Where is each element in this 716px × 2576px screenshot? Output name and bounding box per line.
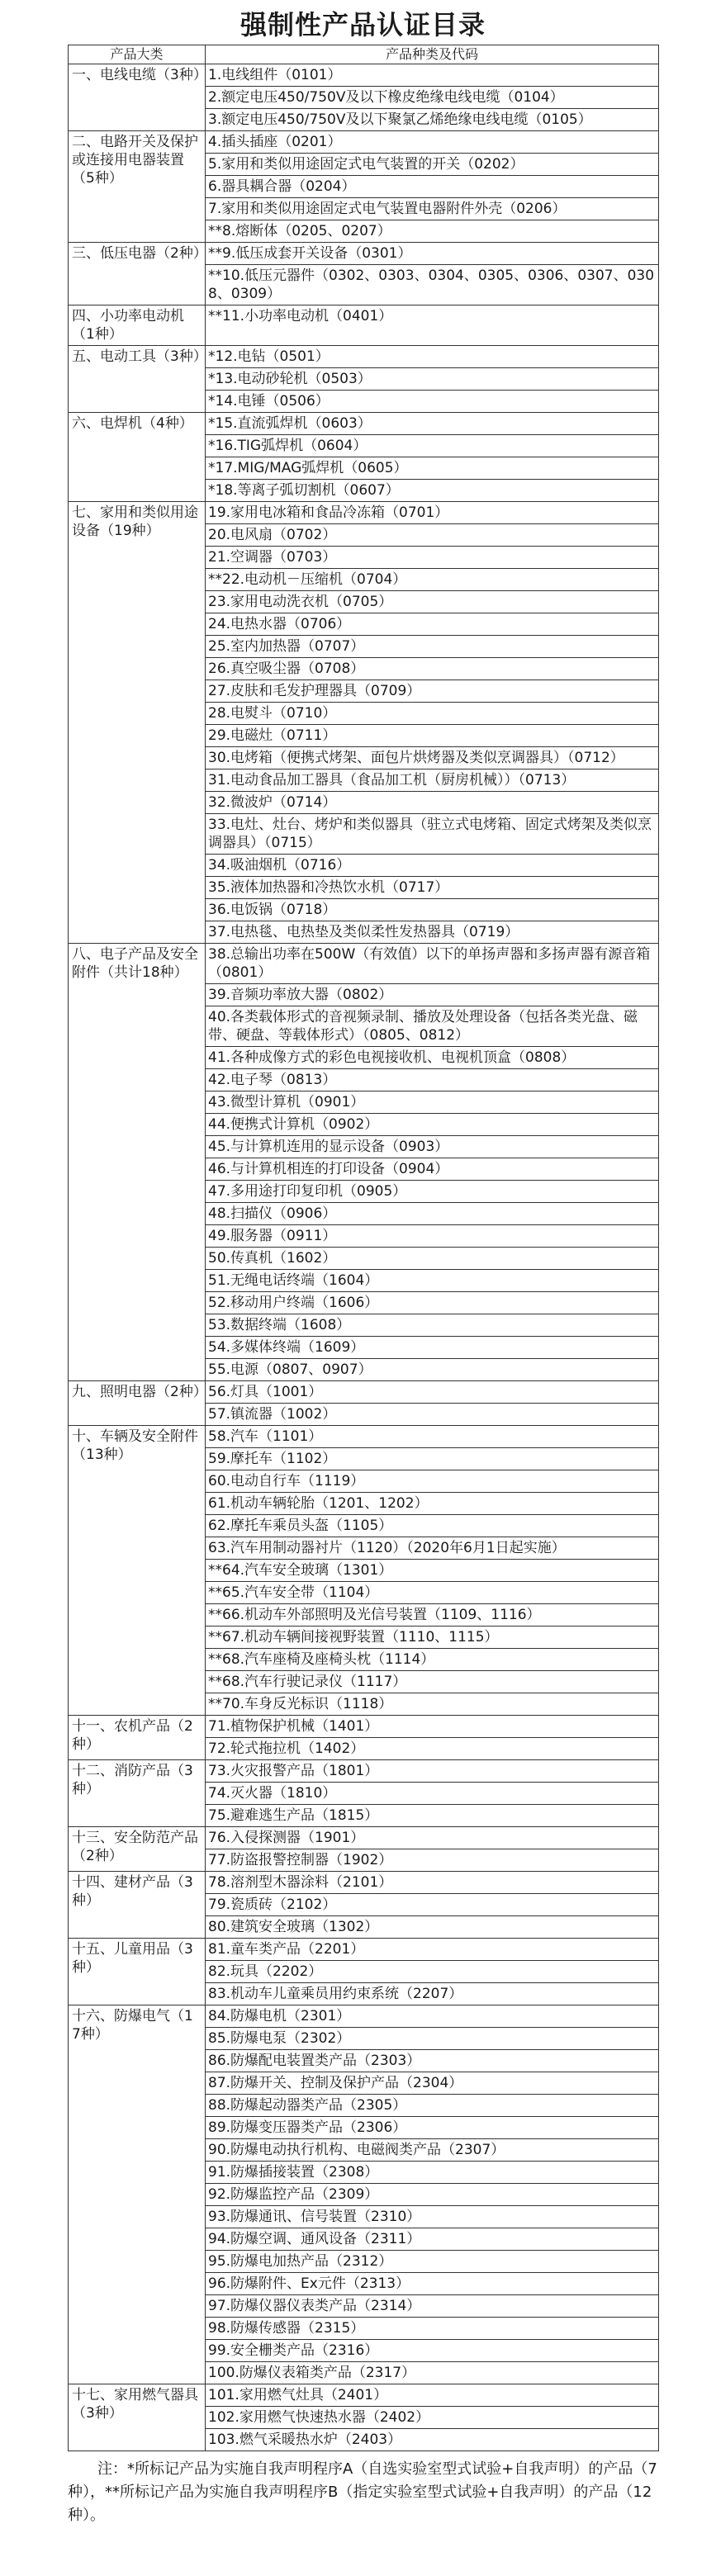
product-item-cell: 101.家用燃气灶具（2401） [206,2384,659,2407]
table-row [69,2384,659,2407]
product-item-cell: 4.插头插座（0201） [206,131,659,154]
product-item-cell: 28.电熨斗（0710） [206,703,659,725]
product-item-cell: *18.等离子弧切割机（0607） [206,480,659,502]
product-item-cell: 30.电烤箱（便携式烤架、面包片烘烤器及类似烹调器具）（0712） [206,747,659,769]
product-item-cell: 25.室内加热器（0707） [206,636,659,658]
product-item-cell: *15.直流弧焊机（0603） [206,413,659,435]
product-item-cell: 7.家用和类似用途固定式电气装置电器附件外壳（0206） [206,198,659,220]
category-cell: 五、电动工具（3种） [69,346,206,413]
product-item-cell: 57.镇流器（1002） [206,1404,659,1426]
catalog-body [69,64,659,2451]
product-item-cell: 72.轮式拖拉机（1402） [206,1738,659,1760]
product-item-cell: 42.电子琴（0813） [206,1069,659,1091]
product-item-cell: 37.电热毯、电热垫及类似柔性发热器具（0719） [206,921,659,944]
table-row [69,1381,659,1404]
product-item-cell: 33.电灶、灶台、烤炉和类似器具（驻立式电烤箱、固定式烤架及类似烹调器具）（0715） [206,814,659,855]
table-row [69,1716,659,1738]
product-item-cell: 58.汽车（1101） [206,1426,659,1448]
category-cell: 一、电线电缆（3种） [69,64,206,131]
product-item-cell: 34.吸油烟机（0716） [206,855,659,877]
table-row [69,413,659,435]
product-item-cell: 92.防爆监控产品（2309） [206,2184,659,2206]
product-item-cell: 71.植物保护机械（1401） [206,1716,659,1738]
product-item-cell: 40.各类载体形式的音视频录制、播放及处理设备（包括各类光盘、磁带、硬盘、等载体形式）（0805、0812） [206,1006,659,1047]
product-item-cell: **67.机动车辆间接视野装置（1110、1115） [206,1627,659,1649]
product-item-cell: 56.灯具（1001） [206,1381,659,1404]
product-item-cell: *17.MIG/MAG弧焊机（0605） [206,457,659,480]
product-item-cell: 41.各种成像方式的彩色电视接收机、电视机顶盒（0808） [206,1047,659,1069]
product-item-cell: 32.微波炉（0714） [206,792,659,814]
product-item-cell: 95.防爆电加热产品（2312） [206,2251,659,2273]
category-cell: 十、车辆及安全附件（13种） [69,1426,206,1716]
product-item-cell: 86.防爆配电装置类产品（2303） [206,2050,659,2072]
footnote: 注：*所标记产品为实施自我声明程序A（自选实验室型式试验+自我声明）的产品（7种），**所标记产品为实施自我声明程序B（指定实验室型式试验+自我声明）的产品（12种）。 [68,2460,657,2524]
product-item-cell: 84.防爆电机（2301） [206,2005,659,2028]
product-item-cell: 29.电磁灶（0711） [206,725,659,747]
category-cell: 三、低压电器（2种） [69,243,206,305]
product-item-cell: 44.便携式计算机（0902） [206,1114,659,1136]
product-item-cell: 21.空调器（0703） [206,547,659,569]
product-item-cell: **9.低压成套开关设备（0301） [206,243,659,265]
product-item-cell: **68.汽车行驶记录仪（1117） [206,1671,659,1693]
category-cell: 十五、儿童用品（3种） [69,1939,206,2005]
product-item-cell: 20.电风扇（0702） [206,524,659,547]
category-cell: 十六、防爆电气（17种） [69,2005,206,2384]
product-item-cell: 94.防爆空调、通风设备（2311） [206,2228,659,2251]
category-cell: 十四、建材产品（3种） [69,1872,206,1939]
product-item-cell: *13.电动砂轮机（0503） [206,368,659,391]
table-row [69,1939,659,1961]
product-item-cell: 55.电源（0807、0907） [206,1359,659,1381]
product-item-cell: 43.微型计算机（0901） [206,1091,659,1114]
product-item-cell: 103.燃气采暖热水炉（2403） [206,2429,659,2451]
category-cell: 四、小功率电动机（1种） [69,305,206,346]
table-row [69,64,659,87]
product-item-cell: 2.额定电压450/750V及以下橡皮绝缘电线电缆（0104） [206,87,659,109]
product-item-cell: **8.熔断体（0205、0207） [206,220,659,243]
product-item-cell: *12.电钻（0501） [206,346,659,368]
table-row [69,2005,659,2028]
product-item-cell: 97.防爆仪器仪表类产品（2314） [206,2295,659,2318]
table-row [69,1827,659,1849]
product-item-cell: 50.传真机（1602） [206,1248,659,1270]
category-cell: 二、电路开关及保护或连接用电器装置（5种） [69,131,206,243]
product-item-cell: 5.家用和类似用途固定式电气装置的开关（0202） [206,154,659,176]
product-item-cell: 74.灭火器（1810） [206,1783,659,1805]
product-item-cell: 38.总输出功率在500W（有效值）以下的单扬声器和多扬声器有源音箱（0801） [206,944,659,984]
product-item-cell: 52.移动用户终端（1606） [206,1292,659,1314]
product-item-cell: 73.火灾报警产品（1801） [206,1760,659,1783]
product-item-cell: **68.汽车座椅及座椅头枕（1114） [206,1649,659,1671]
product-item-cell: **22.电动机－压缩机（0704） [206,569,659,591]
category-cell: 十二、消防产品（3种） [69,1760,206,1827]
product-item-cell: 61.机动车辆轮胎（1201、1202） [206,1493,659,1515]
product-item-cell: 31.电动食品加工器具（食品加工机（厨房机械））（0713） [206,769,659,792]
product-item-cell: 49.服务器（0911） [206,1225,659,1248]
table-row [69,346,659,368]
product-item-cell: 3.额定电压450/750V及以下聚氯乙烯绝缘电线电缆（0105） [206,109,659,131]
product-item-cell: 23.家用电动洗衣机（0705） [206,591,659,613]
product-item-cell: 81.童车类产品（2201） [206,1939,659,1961]
product-item-cell: 93.防爆通讯、信号装置（2310） [206,2206,659,2228]
product-item-cell: 24.电热水器（0706） [206,613,659,636]
product-item-cell: 80.建筑安全玻璃（1302） [206,1916,659,1939]
category-cell: 十七、家用燃气器具（3种） [69,2384,206,2451]
table-row [69,305,659,346]
product-item-cell: 85.防爆电泵（2302） [206,2028,659,2050]
product-item-cell: 39.音频功率放大器（0802） [206,984,659,1006]
product-item-cell: **65.汽车安全带（1104） [206,1582,659,1604]
product-item-cell: **70.车身反光标识（1118） [206,1693,659,1716]
product-item-cell: 62.摩托车乘员头盔（1105） [206,1515,659,1537]
header-items: 产品种类及代码 [206,45,659,64]
product-item-cell: 99.安全栅类产品（2316） [206,2340,659,2362]
product-item-cell: **64.汽车安全玻璃（1301） [206,1560,659,1582]
product-item-cell: 63.汽车用制动器衬片（1120）（2020年6月1日起实施） [206,1537,659,1560]
product-item-cell: 53.数据终端（1608） [206,1314,659,1337]
table-row [69,131,659,154]
category-cell: 六、电焊机（4种） [69,413,206,502]
product-item-cell: 79.瓷质砖（2102） [206,1894,659,1916]
product-item-cell: 54.多媒体终端（1609） [206,1337,659,1359]
table-row [69,1872,659,1894]
product-item-cell: 82.玩具（2202） [206,1961,659,1983]
product-item-cell: 75.避难逃生产品（1815） [206,1805,659,1827]
category-cell: 九、照明电器（2种） [69,1381,206,1426]
product-item-cell: **11.小功率电动机（0401） [206,305,659,346]
table-row [69,1426,659,1448]
category-cell: 七、家用和类似用途设备（19种） [69,502,206,944]
product-item-cell: 36.电饭锅（0718） [206,899,659,921]
product-item-cell: 35.液体加热器和冷热饮水机（0717） [206,877,659,899]
product-item-cell: 83.机动车儿童乘员用约束系统（2207） [206,1983,659,2005]
header-category: 产品大类 [69,45,206,64]
product-item-cell: 51.无绳电话终端（1604） [206,1270,659,1292]
product-item-cell: 102.家用燃气快速热水器（2402） [206,2407,659,2429]
product-item-cell: 87.防爆开关、控制及保护产品（2304） [206,2072,659,2095]
product-item-cell: 88.防爆起动器类产品（2305） [206,2095,659,2117]
product-item-cell: **66.机动车外部照明及光信号装置（1109、1116） [206,1604,659,1627]
product-item-cell: *14.电锤（0506） [206,391,659,413]
product-item-cell: 60.电动自行车（1119） [206,1470,659,1493]
table-row [69,502,659,524]
product-item-cell: 45.与计算机连用的显示设备（0903） [206,1136,659,1158]
table-header-row [69,45,659,64]
category-cell: 十一、农机产品（2种） [69,1716,206,1760]
category-cell: 八、电子产品及安全附件（共计18种） [69,944,206,1381]
product-item-cell: 1.电线组件（0101） [206,64,659,87]
product-item-cell: 76.入侵探测器（1901） [206,1827,659,1849]
product-item-cell: 59.摩托车（1102） [206,1448,659,1470]
product-item-cell: 27.皮肤和毛发护理器具（0709） [206,680,659,703]
product-item-cell: 78.溶剂型木器涂料（2101） [206,1872,659,1894]
product-item-cell: 46.与计算机相连的打印设备（0904） [206,1158,659,1181]
product-item-cell: *16.TIG弧焊机（0604） [206,435,659,457]
catalog-table [68,45,659,2451]
product-item-cell: 48.扫描仪（0906） [206,1203,659,1225]
product-item-cell: 77.防盗报警控制器（1902） [206,1849,659,1872]
product-item-cell: 19.家用电冰箱和食品冷冻箱（0701） [206,502,659,524]
table-row [69,1760,659,1783]
table-row [69,944,659,984]
table-row [69,243,659,265]
product-item-cell: 100.防爆仪表箱类产品（2317） [206,2362,659,2384]
product-item-cell: **10.低压元器件（0302、0303、0304、0305、0306、0307、0308、0309） [206,265,659,305]
product-item-cell: 26.真空吸尘器（0708） [206,658,659,680]
product-item-cell: 91.防爆插接装置（2308） [206,2162,659,2184]
page-title: 强制性产品认证目录 [239,9,486,40]
product-item-cell: 96.防爆附件、Ex元件（2313） [206,2273,659,2295]
product-item-cell: 6.器具耦合器（0204） [206,176,659,198]
product-item-cell: 89.防爆变压器类产品（2306） [206,2117,659,2139]
product-item-cell: 98.防爆传感器（2315） [206,2318,659,2340]
product-item-cell: 47.多用途打印复印机（0905） [206,1181,659,1203]
category-cell: 十三、安全防范产品（2种） [69,1827,206,1872]
product-item-cell: 90.防爆电动执行机构、电磁阀类产品（2307） [206,2139,659,2162]
